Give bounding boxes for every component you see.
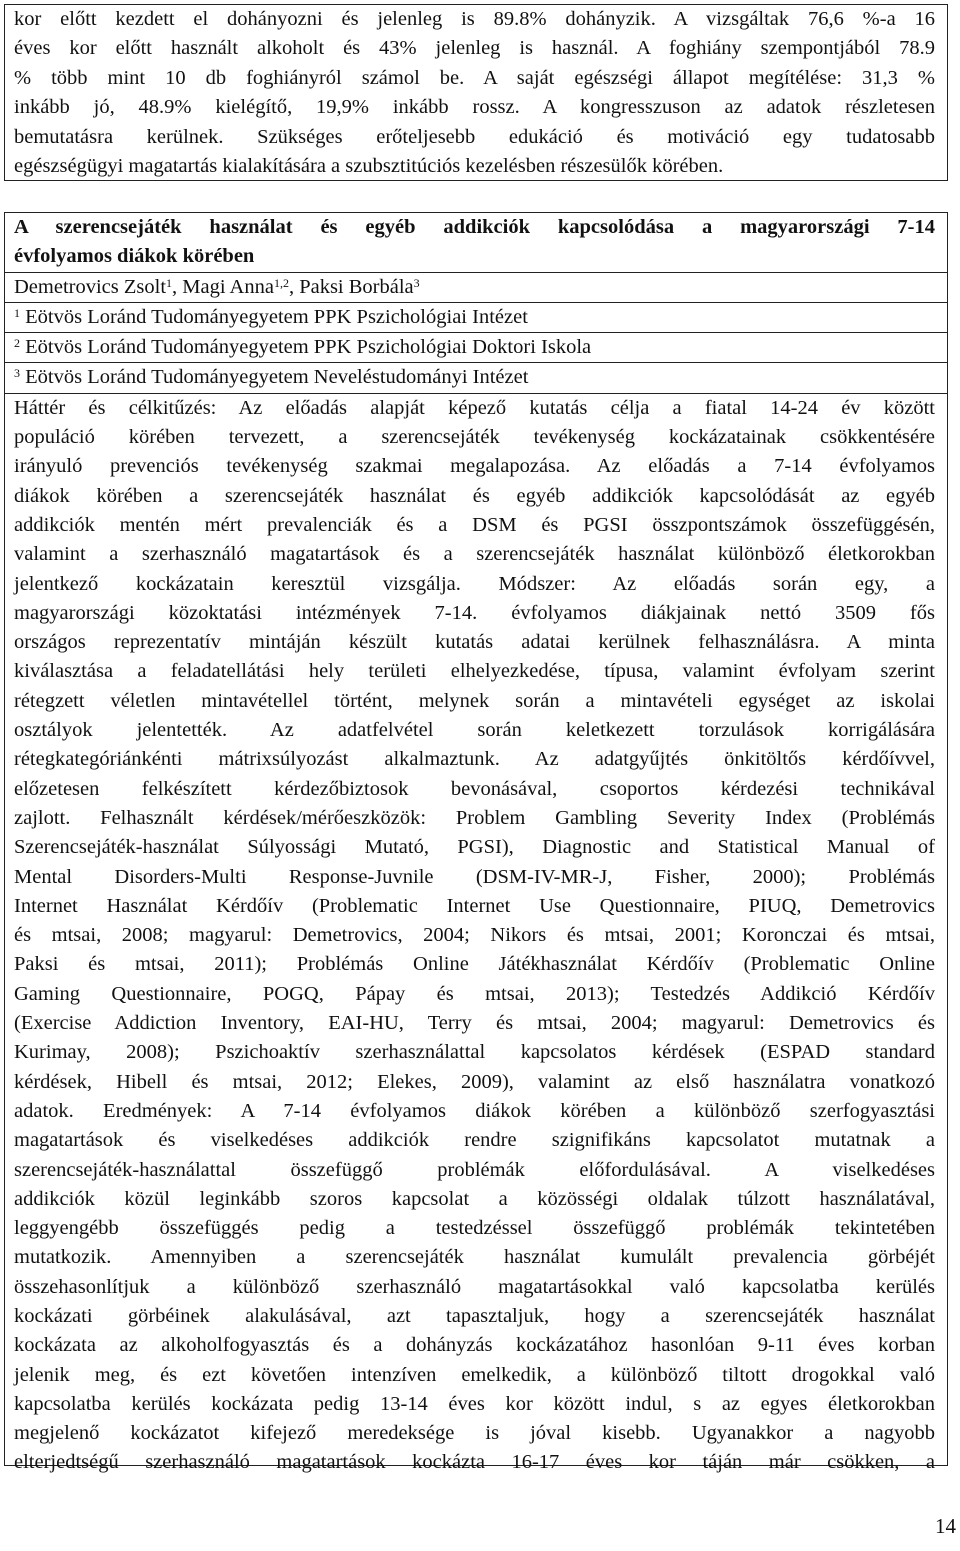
affiliations	[5, 302, 947, 393]
text-line: addikciók mentén mért prevalenciák és a DSM és PGSI összpontszámok összefüggésén,	[14, 513, 935, 536]
previous-abstract-box	[4, 4, 948, 181]
text-line: elterjedtségű szerhasználó magatartások kockázta 16-17 éves kor táján már csökken, a	[14, 1451, 935, 1474]
affiliation-number: 1	[14, 305, 20, 320]
text-line: % több mint 10 db foghiányról számol be. A saját egészségi állapot megítélése: 31,3 %	[14, 66, 935, 89]
text-line: Paksi és mtsai, 2011); Problémás Online Játékhasználat Kérdőív (Problematic Online	[14, 953, 935, 976]
author-separator: ,	[288, 275, 300, 298]
abstract-body	[5, 393, 947, 1478]
abstract-title	[5, 213, 947, 272]
text-line: valamint a szerhasználó magatartások és a szerencsejáték használat különböző életkorokban	[14, 543, 935, 566]
text-line: bemutatásra kerülnek. Szükséges erőteljesebb edukáció és motiváció egy tudatosabb	[14, 125, 935, 148]
text-line: addikciók közül leginkább szoros kapcsolat a közösségi oldalak túlzott használatával,	[14, 1187, 935, 1210]
text-line: Kurimay, 2008); Pszichoaktív szerhasználattal kapcsolatos kérdések (ESPAD standard	[14, 1041, 935, 1064]
text-line: egészségügyi magatartás kialakítására a szubsztitúciós kezelésben részesülők körében.	[14, 155, 724, 178]
text-line: és mtsai, 2008; magyarul: Demetrovics, 2004; Nikors és mtsai, 2001; Koronczai és mtsai,	[14, 924, 935, 947]
text-line: kockázata az alkoholfogyasztás és a dohányzás kockázatához hasonlóan 9-11 éves korban	[14, 1334, 935, 1357]
affiliation-text: Eötvös Loránd Tudományegyetem Neveléstudományi Intézet	[20, 366, 529, 389]
text-line: rétegkategóriánkénti mátrixsúlyozást alkalmaztunk. Az adatgyűjtés önkitöltős kérdőívvel,	[14, 748, 935, 771]
text-line: magatartások és viselkedéses addikciók rendre szignifikáns kapcsolatot mutatnak a	[14, 1129, 935, 1152]
text-line: jelenik meg, és ezt követően intenzíven emelkedik, a különböző tiltott drogokkal való	[14, 1363, 935, 1386]
text-line: populáció körében tervezett, a szerencsejáték tevékenység kockázatainak csökkentésére	[14, 426, 935, 449]
text-line: zajlott. Felhasznált kérdések/mérőeszközök: Problem Gambling Severity Index (Problémás	[14, 806, 935, 829]
text-line: inkább jó, 48.9% kielégítő, 19,9% inkább rossz. A kongresszuson az adatok részletesen	[14, 96, 935, 119]
affiliation-line	[5, 362, 947, 392]
text-line: megjelenő kockázatot kifejező meredeksége is jóval kisebb. Ugyanakkor a nagyobb	[14, 1422, 935, 1445]
title-line: A szerencsejáték használat és egyéb addikciók kapcsolódása a magyarországi 7-14	[14, 216, 935, 238]
text-line: irányuló prevenciós tevékenység szakmai megalapozása. Az előadás a 7-14 évfolyamos	[14, 455, 935, 478]
author-name: Demetrovics Zsolt	[14, 275, 167, 298]
abstract-box	[4, 212, 948, 1474]
text-line: mutatkozik. Amennyiben a szerencsejáték használat kumulált prevalencia görbéjét	[14, 1246, 935, 1269]
text-line: rétegzett véletlen mintavétellel történt, melynek során a mintavételi egységet az iskolai	[14, 689, 935, 712]
affiliation-line	[5, 302, 947, 332]
text-line: kockázati görbéinek alakulásával, azt tapasztaljuk, hogy a szerencsejáték használat	[14, 1304, 935, 1327]
text-line: Háttér és célkitűzés: Az előadás alapját képező kutatás célja a fiatal 14-24 év között	[14, 396, 935, 419]
text-line: adatok. Eredmények: A 7-14 évfolyamos diákok körében a különböző szerfogyasztási	[14, 1099, 935, 1122]
text-line: szerencsejáték-használattal összefüggő problémák előfordulásával. A viselkedéses	[14, 1158, 935, 1181]
author-affiliation-marker: 1,2	[273, 275, 289, 290]
text-line: (Exercise Addiction Inventory, EAI-HU, Terry és mtsai, 2004; magyarul: Demetrovics és	[14, 1012, 935, 1035]
affiliation-text: Eötvös Loránd Tudományegyetem PPK Pszichológiai Doktori Iskola	[20, 336, 592, 359]
text-line: éves kor előtt használt alkoholt és 43% jelenleg is használ. A foghiány szempontjából 78.9	[14, 37, 935, 60]
title-line: évfolyamos diákok körében	[14, 245, 255, 268]
page-number: 14	[935, 1514, 956, 1538]
text-line: kiválasztása a feladatellátási hely területi elhelyezkedése, típusa, valamint évfolyam szerint	[14, 660, 935, 683]
text-line: előzetesen felkészített kérdezőbiztosok bevonásával, csoportos kérdezési technikával	[14, 777, 935, 800]
affiliation-line	[5, 332, 947, 362]
text-line: Gaming Questionnaire, POGQ, Pápay és mtsai, 2013); Testedzés Addikció Kérdőív	[14, 982, 935, 1005]
text-line: osztályok jelentették. Az adatfelvétel során keletkezett torzulások korrigálására	[14, 719, 935, 742]
text-line: országos reprezentatív mintáján készült kutatás adatai kerülnek felhasználásra. A minta	[14, 631, 935, 654]
text-line: kapcsolatba kerülés kockázata pedig 13-14 éves kor között indul, s az egyes életkorokban	[14, 1392, 935, 1415]
author-affiliation-marker: 1	[166, 275, 173, 290]
text-line: magyarországi közoktatási intézmények 7-14. évfolyamos diákjainak nettó 3509 fős	[14, 601, 935, 624]
affiliation-number: 2	[14, 336, 20, 351]
text-line: Internet Használat Kérdőív (Problematic Internet Use Questionnaire, PIUQ, Demetrovics	[14, 894, 935, 917]
affiliation-number: 3	[14, 366, 20, 381]
text-line: összehasonlítjuk a különböző szerhasználó magatartásokkal való kapcsolatba kerülés	[14, 1275, 935, 1298]
text-line: kérdések, Hibell és mtsai, 2012; Elekes, 2009), valamint az első használatra vonatkozó	[14, 1070, 935, 1093]
author-line	[5, 272, 947, 302]
author-name: Paksi Borbála	[299, 275, 414, 298]
affiliation-text: Eötvös Loránd Tudományegyetem PPK Pszichológiai Intézet	[20, 305, 528, 328]
text-line: jelentkező kockázatain keresztül vizsgálja. Módszer: Az előadás során egy, a	[14, 572, 935, 595]
text-line: Szerencsejáték-használat Súlyossági Mutató, PGSI), Diagnostic and Statistical Manual of	[14, 836, 935, 859]
previous-abstract-text	[5, 5, 947, 181]
author-name: Magi Anna	[182, 275, 274, 298]
author-affiliation-marker: 3	[413, 275, 420, 290]
author-separator: ,	[172, 275, 183, 298]
text-line: leggyengébb összefüggés pedig a testedzéssel összefüggő problémák tekintetében	[14, 1217, 935, 1240]
text-line: kor előtt kezdett el dohányozni és jelenleg is 89.8% dohányzik. A vizsgáltak 76,6 %-a 16	[14, 8, 935, 30]
text-line: Mental Disorders-Multi Response-Juvnile (DSM-IV-MR-J, Fisher, 2000); Problémás	[14, 865, 935, 888]
text-line: diákok körében a szerencsejáték használat és egyéb addikciók kapcsolódását az egyéb	[14, 484, 935, 507]
